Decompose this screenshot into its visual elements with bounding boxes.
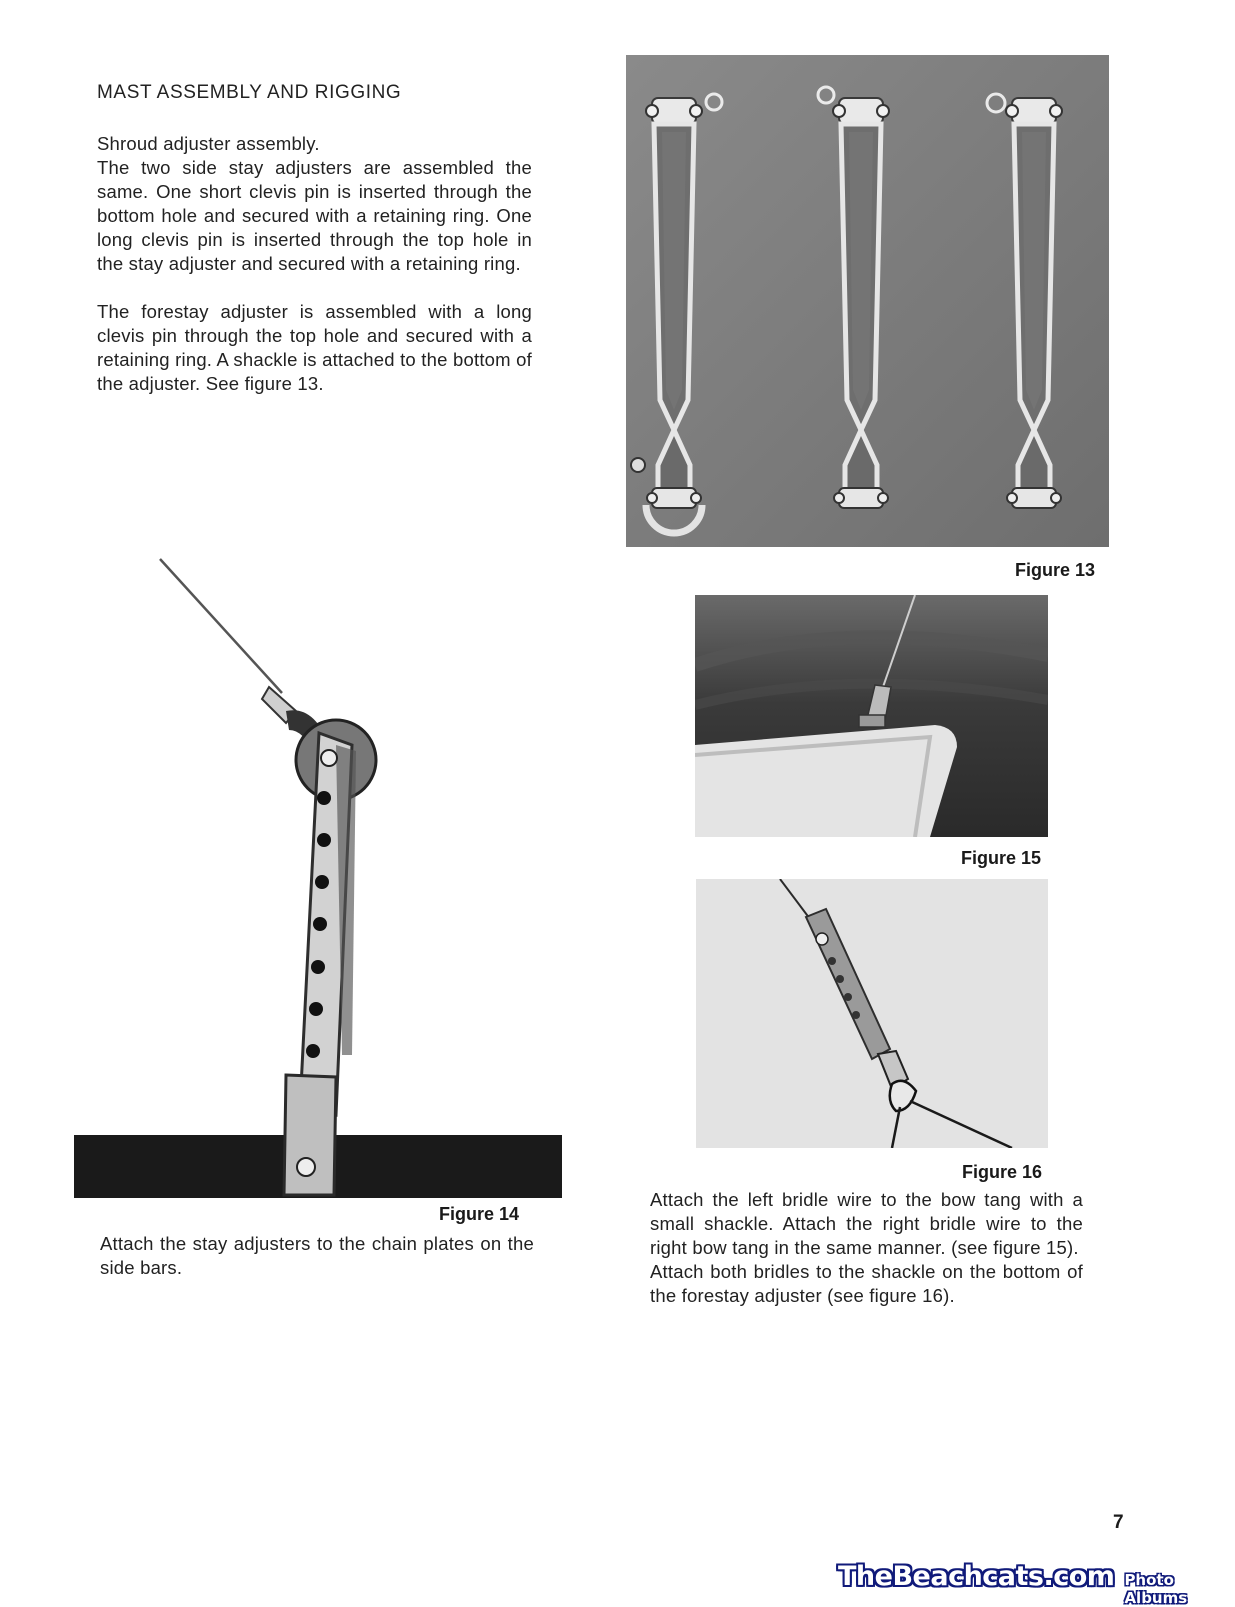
side-stays-paragraph: The two side stay adjusters are assembled the same. One short clevis pin is inserted through the bottom hole and secured with a retaining ring. One long clevis pin is inserted through the top hole in the stay adjuster and secured with a retaining ring. — [97, 157, 532, 274]
watermark-sub-text: Photo Albums — [1124, 1571, 1188, 1607]
bridle-paragraph-1: Attach the left bridle wire to the bow tang with a small shackle. Attach the right bridle wire to the right bow tang in the same manner. (see figure 15). — [650, 1189, 1083, 1258]
figure-14-caption: Figure 14 — [439, 1204, 520, 1224]
figure-14-photo — [74, 555, 562, 1198]
figure-16-photo — [696, 879, 1048, 1148]
intro-subtitle: Shroud adjuster assembly. — [97, 133, 320, 154]
figure-14-text — [100, 1232, 534, 1280]
page-number: 7 — [1113, 1512, 1124, 1533]
forestay-paragraph: The forestay adjuster is assembled with a long clevis pin through the top hole and secured with a retaining ring. A shackle is attached to the bottom of the adjuster. See figure 13. — [97, 301, 532, 394]
page-heading: MAST ASSEMBLY AND RIGGING — [97, 82, 402, 103]
bridle-text — [650, 1188, 1083, 1308]
bridle-paragraph-2: Attach both bridles to the shackle on the bottom of the forestay adjuster (see figure 16). — [650, 1261, 1083, 1306]
figure-15-caption: Figure 15 — [961, 848, 1042, 868]
site-watermark[interactable] — [838, 1561, 1235, 1607]
watermark-main-text: TheBeachcats.com — [838, 1561, 1115, 1592]
figure-14-paragraph: Attach the stay adjusters to the chain plates on the side bars. — [100, 1233, 534, 1278]
figure-16-caption: Figure 16 — [962, 1162, 1043, 1182]
figure-15-photo — [695, 595, 1048, 837]
figure-13-caption: Figure 13 — [1015, 560, 1096, 580]
intro-text — [97, 132, 532, 396]
figure-13-photo — [626, 55, 1109, 547]
